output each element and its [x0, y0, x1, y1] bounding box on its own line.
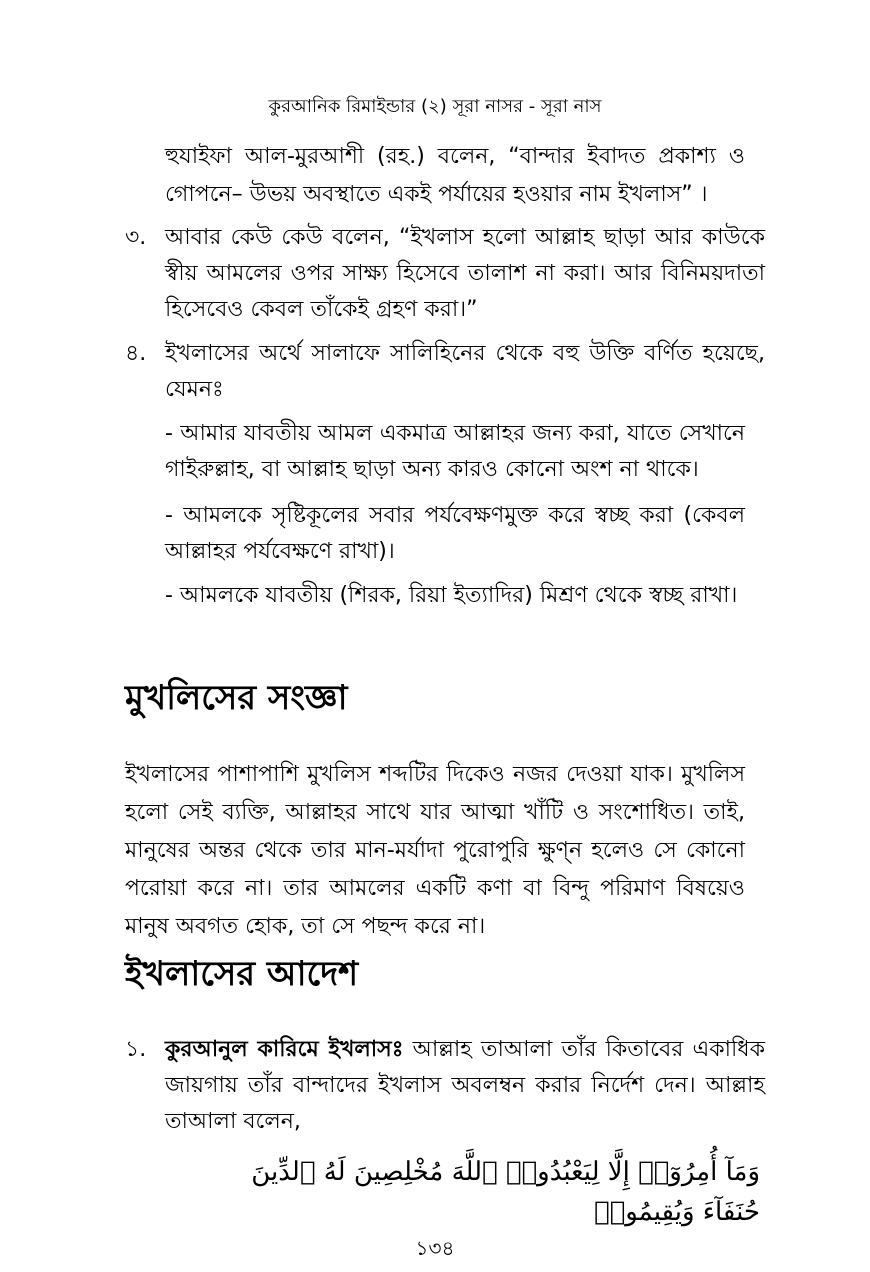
list-text — [165, 1032, 765, 1140]
bold-lead: কুরআনুল কারিমে ইখলাসঃ — [165, 1037, 404, 1062]
section-heading: ইখলাসের আদেশ — [125, 954, 359, 994]
sub-item: - আমার যাবতীয় আমল একমাত্র আল্লাহর জন্য করা, যাতে সেখানে গাইরুল্লাহ, বা আল্লাহ ছাড়া অন্য কারও কোনো অংশ না থাকে। — [165, 421, 745, 482]
list-number: ৩. — [125, 225, 147, 250]
quote-continuation: হুযাইফা আল-মুরআশী (রহ.) বলেন, “বান্দার ইবাদত প্রকাশ্য ও গোপনে– উভয় অবস্থাতে একই পর্যায়ের হওয়ার নাম ইখলাস” । — [165, 144, 745, 207]
list-number: ১. — [125, 1037, 147, 1062]
list-number: ৪. — [125, 341, 147, 366]
sub-item: - আমলকে সৃষ্টিকূলের সবার পর্যবেক্ষণমুক্ত করে স্বচ্ছ করা (কেবল আল্লাহর পর্যবেক্ষণে রাখা)। — [165, 503, 745, 564]
sub-item: - আমলকে যাবতীয় (শিরক, রিয়া ইত্যাদির) মিশ্রণ থেকে স্বচ্ছ রাখা। — [165, 583, 738, 608]
arabic-verse: وَمَآ أُمِرُوٓا۟ إِلَّا لِيَعْبُدُوا۟ ٱللَّهَ مُخْلِصِينَ لَهُ ٱلدِّينَ حُنَفَآءَ وَيُقِيمُوا۟ — [251, 1157, 760, 1227]
body-paragraph: ইখলাসের পাশাপাশি মুখলিস শব্দটির দিকেও নজর দেওয়া যাক। মুখলিস হলো সেই ব্যক্তি, আল্লাহর সাথে যার আত্মা খাঁটি ও সংশোধিত। তাই, মানুষের অন্তর থেকে তার মান-মর্যাদা পুরোপুরি ক্ষুণ্ন হলেও সে কোনো পরোয়া করে না। তার আমলের একটি কণা বা বিন্দু পরিমাণ বিষয়েও মানুষ অবগত হোক, তা সে পছন্দ করে না। — [125, 762, 745, 939]
list-body: আল্লাহ তাআলা তাঁর কিতাবের একাধিক জায়গায় তাঁর বান্দাদের ইখলাস অবলম্বন করার নির্দেশ দেন। আল্লাহ তাআলা বলেন, — [165, 1037, 765, 1134]
list-text: আবার কেউ কেউ বলেন, “ইখলাস হলো আল্লাহ ছাড়া আর কাউকে স্বীয় আমলের ওপর সাক্ষ্য হিসেবে তালাশ না করা। আর বিনিময়দাতা হিসেবেও কেবল তাঁকেই গ্রহণ করা।” — [165, 225, 765, 322]
section-heading: মুখলিসের সংজ্ঞা — [125, 678, 348, 718]
page-number: ১৩৪ — [415, 1236, 455, 1260]
running-header: কুরআনিক রিমাইন্ডার (২) সূরা নাসর - সূরা নাস — [268, 96, 602, 117]
list-text: ইখলাসের অর্থে সালাফে সালিহিনের থেকে বহু উক্তি বর্ণিত হয়েছে, যেমনঃ — [165, 341, 765, 402]
